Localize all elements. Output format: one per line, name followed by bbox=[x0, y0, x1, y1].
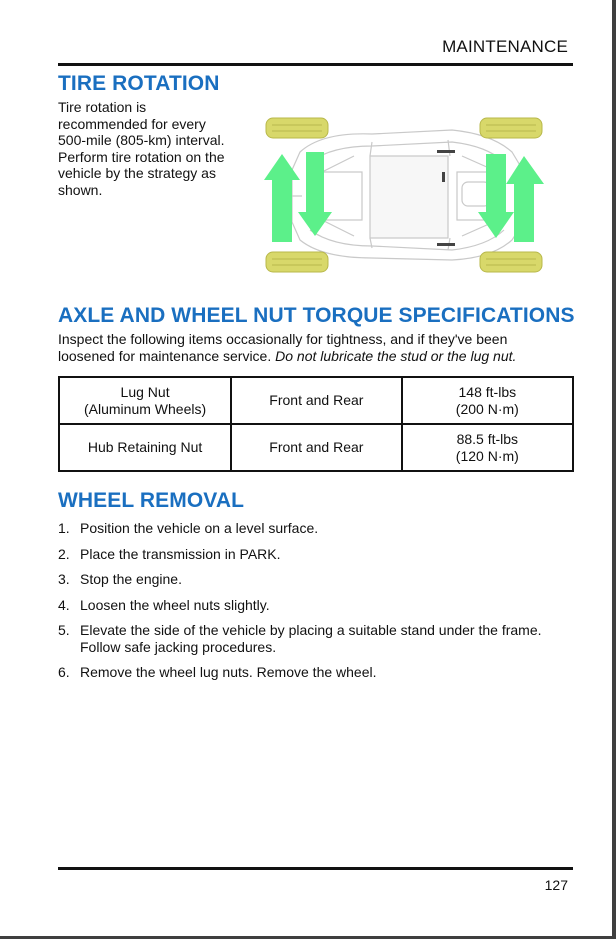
step-number: 2. bbox=[58, 545, 70, 562]
step-text: Position the vehicle on a level surface. bbox=[80, 520, 319, 536]
cell-line: (Aluminum Wheels) bbox=[84, 400, 207, 417]
table-cell-item bbox=[59, 377, 231, 424]
list-item bbox=[58, 597, 578, 614]
arrow-down-icon bbox=[298, 152, 332, 236]
text-line: Inspect the following items occasionally for tightness, and if they've been bbox=[58, 331, 508, 347]
table-cell-location: Front and Rear bbox=[231, 377, 401, 424]
list-item bbox=[58, 622, 578, 655]
step-number: 5. bbox=[58, 622, 70, 638]
page-edge-shadow bbox=[612, 0, 616, 939]
section-title-tire-rotation: TIRE ROTATION bbox=[58, 72, 220, 95]
step-text: Place the transmission in PARK. bbox=[80, 545, 281, 562]
table-cell-torque bbox=[402, 424, 573, 471]
step-number: 3. bbox=[58, 571, 70, 587]
cell-line: (120 N·m) bbox=[455, 447, 519, 464]
cell-line: Hub Retaining Nut bbox=[87, 439, 203, 456]
wheel-removal-steps bbox=[58, 520, 578, 690]
text-warning-italic: Do not lubricate the stud or the lug nut. bbox=[275, 347, 517, 364]
tire-rotation-diagram bbox=[262, 112, 554, 278]
text-line: recommended for every bbox=[58, 115, 206, 132]
running-head: MAINTENANCE bbox=[442, 37, 568, 56]
torque-spec-table bbox=[58, 376, 574, 472]
table-cell-location: Front and Rear bbox=[231, 424, 401, 471]
list-item bbox=[58, 571, 578, 588]
list-item bbox=[58, 664, 578, 681]
table-cell-item bbox=[59, 424, 231, 471]
page-number: 127 bbox=[544, 877, 568, 893]
table-row bbox=[59, 377, 573, 424]
step-number: 6. bbox=[58, 664, 70, 680]
step-number: 4. bbox=[58, 596, 70, 613]
table-cell-torque bbox=[402, 377, 573, 424]
table-row bbox=[59, 424, 573, 471]
step-number: 1. bbox=[58, 520, 70, 536]
section-title-torque-specs: AXLE AND WHEEL NUT TORQUE SPECIFICATIONS bbox=[58, 304, 575, 327]
tire-rotation-text bbox=[58, 99, 248, 198]
text-line bbox=[58, 348, 578, 365]
arrow-down-icon bbox=[478, 154, 514, 238]
cell-line: 148 ft-lbs bbox=[458, 384, 517, 400]
section-title-wheel-removal: WHEEL REMOVAL bbox=[58, 489, 245, 512]
arrow-up-icon bbox=[506, 156, 544, 242]
text-line: shown. bbox=[58, 181, 103, 198]
list-item bbox=[58, 546, 578, 563]
cell-line: 88.5 ft-lbs bbox=[456, 431, 519, 447]
text-line: Tire rotation is bbox=[58, 99, 147, 115]
text-line: Perform tire rotation on the bbox=[58, 148, 225, 165]
cell-line: Lug Nut bbox=[120, 384, 170, 400]
step-text: Remove the wheel lug nuts. Remove the wheel. bbox=[80, 664, 377, 680]
step-text-line: Follow safe jacking procedures. bbox=[80, 638, 277, 655]
footer-rule bbox=[58, 867, 573, 870]
text-line: 500-mile (805-km) interval. bbox=[58, 132, 225, 148]
step-text: Stop the engine. bbox=[80, 571, 182, 587]
step-text-line: Elevate the side of the vehicle by placing a suitable stand under the frame. bbox=[80, 622, 542, 638]
list-item bbox=[58, 520, 578, 537]
text-normal: loosened for maintenance service. bbox=[58, 347, 276, 364]
header-rule bbox=[58, 63, 573, 66]
text-line: vehicle by the strategy as bbox=[58, 165, 216, 181]
step-text: Loosen the wheel nuts slightly. bbox=[80, 596, 270, 613]
cell-line: (200 N·m) bbox=[455, 400, 519, 417]
step-text bbox=[80, 622, 578, 655]
torque-intro-text bbox=[58, 331, 578, 364]
